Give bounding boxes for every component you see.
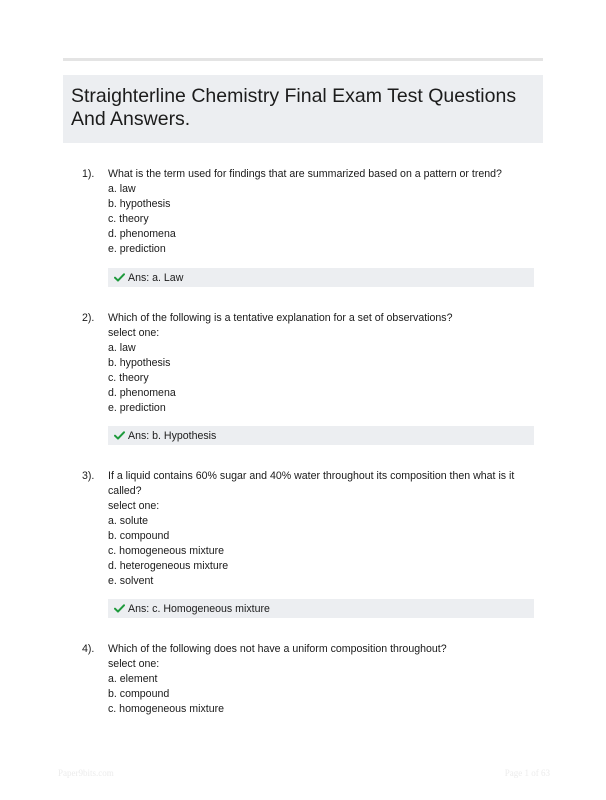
option-d: d. heterogeneous mixture xyxy=(108,560,229,572)
checkmark-icon xyxy=(114,604,125,613)
answer-box-3 xyxy=(108,599,534,618)
option-b: b. hypothesis xyxy=(108,198,171,210)
question-body xyxy=(108,642,528,717)
option-b: b. compound xyxy=(108,530,170,542)
option-list xyxy=(108,514,528,589)
question-text: Which of the following is a tentative explanation for a set of observations? xyxy=(108,312,453,324)
checkmark-icon xyxy=(114,273,125,282)
question-number: 1). xyxy=(82,168,95,180)
option-d: d. phenomena xyxy=(108,228,176,240)
option-a: a. law xyxy=(108,342,136,354)
top-divider xyxy=(63,58,543,61)
option-e: e. prediction xyxy=(108,402,166,414)
option-list xyxy=(108,182,528,257)
answer-text: Ans: c. Homogeneous mixture xyxy=(128,602,270,615)
option-e: e. prediction xyxy=(108,243,166,255)
question-number: 2). xyxy=(82,312,95,324)
option-a: a. solute xyxy=(108,515,149,527)
question-body xyxy=(108,167,528,257)
question-text: What is the term used for findings that are summarized based on a pattern or trend? xyxy=(108,168,502,180)
page-title: Straighterline Chemistry Final Exam Test Questions And Answers. xyxy=(71,85,517,130)
question-text: If a liquid contains 60% sugar and 40% water throughout its composition then what is it called? xyxy=(108,470,515,497)
title-banner xyxy=(63,75,543,143)
answer-box-2 xyxy=(108,426,534,445)
answer-box-1 xyxy=(108,268,534,287)
option-a: a. law xyxy=(108,183,136,195)
page-number: Page 1 of 63 xyxy=(504,768,550,778)
option-c: c. homogeneous mixture xyxy=(108,545,225,557)
question-number: 3). xyxy=(82,470,95,482)
option-a: a. element xyxy=(108,673,158,685)
question-body xyxy=(108,311,528,416)
checkmark-icon xyxy=(114,431,125,440)
question-text: Which of the following does not have a uniform composition throughout? xyxy=(108,643,447,655)
option-b: b. compound xyxy=(108,688,170,700)
option-list xyxy=(108,672,528,717)
option-d: d. phenomena xyxy=(108,387,176,399)
option-c: c. theory xyxy=(108,372,149,384)
footer-source: Paper9bits.com xyxy=(58,768,114,778)
select-one-label: select one: xyxy=(108,327,160,339)
option-c: c. theory xyxy=(108,213,149,225)
option-c: c. homogeneous mixture xyxy=(108,703,225,715)
select-one-label: select one: xyxy=(108,500,160,512)
option-list xyxy=(108,341,528,416)
answer-text: Ans: b. Hypothesis xyxy=(128,429,217,442)
option-b: b. hypothesis xyxy=(108,357,171,369)
question-body xyxy=(108,469,528,589)
option-e: e. solvent xyxy=(108,575,154,587)
question-number: 4). xyxy=(82,643,95,655)
answer-text: Ans: a. Law xyxy=(128,271,184,284)
select-one-label: select one: xyxy=(108,658,160,670)
